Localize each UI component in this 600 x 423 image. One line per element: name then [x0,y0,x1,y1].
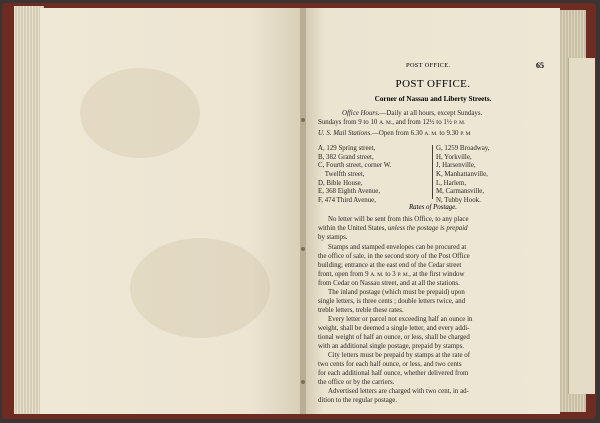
para4-line2: weight, shall be deemed a single letter, and every addi- [318,325,470,332]
para3-line3: treble letters, treble these rates. [318,307,404,314]
para5-line3: for each additional half ounce, whether delivered from [318,370,469,377]
para5-line1: City letters must be prepaid by stamps at the rate of [328,352,470,359]
page-number: 65 [536,61,544,70]
station-item: F, 474 Third Avenue, [318,197,376,205]
para1-line1: No letter will be sent from this Office, to any place [328,216,469,223]
left-page-blank [40,8,302,414]
binding-stitch [301,247,305,251]
page-subtitle: Corner of Nassau and Liberty Streets. [374,95,492,103]
para2-line4: front, open from 9 A. M. to 3 P. M., at the first window [318,271,465,278]
para1-line3: by stamps. [318,234,348,241]
para5-line2: two cents for each half ounce, or less, and two cents [318,361,462,368]
stations-divider [432,145,433,199]
para2-line3: building; entrance at the east end of the Cedar street [318,262,462,269]
binding-stitch [301,380,305,384]
para6-line1: Advertised letters are charged with two cent, in ad- [328,388,469,395]
station-item: A, 129 Spring street, [318,145,376,152]
station-item: C, Fourth street, corner W. [318,162,392,170]
para6-line2: dition to the regular postage. [318,397,398,404]
page-title: POST OFFICE. [395,78,471,90]
para4-line3: tional weight of half an ounce, or less, shall be charged [318,334,470,341]
para1-line2: within the United States, unless the postage is prepaid [318,225,468,232]
station-item: E, 368 Eighth Avenue, [318,188,381,196]
office-hours-line2: Sundays from 9 to 10 A. M., and from 12½ to 1½ P. M. [318,119,466,126]
station-item: M, Carmansville, [436,188,485,196]
station-item: G, 1259 Broadway, [436,145,490,152]
stations-heading: U. S. Mail Stations.—Open from 6.30 A. M. to 9.30 P. M [318,130,471,137]
office-hours-line1: Office Hours.—Daily at all hours, except Sundays. [342,110,483,117]
stations-label: U. S. Mail Stations. [318,130,372,137]
station-item: D, Bible House, [318,179,363,187]
station-item: Twelfth street, [318,171,365,179]
inserted-leaf [568,58,595,394]
para2-line2: the office of sale, in the second story of the Post Office [318,253,470,260]
para5-line4: the office or by the carriers. [318,379,395,386]
para4-line1: Every letter or parcel not exceeding half an ounce in [328,316,473,323]
station-item: K, Manhattanville, [436,171,488,179]
para2-line1: Stamps and stamped envelopes can be procured at [328,244,467,251]
para4-line4: with an additional single postage, prepaid by stamps. [318,343,465,350]
stations-list-right [436,145,490,206]
running-head [318,62,548,71]
para3-line1: The inland postage (which must be prepaid) upon [328,289,465,296]
para2-line5: from Cedar on Nassau street, and at all the stations. [318,280,460,287]
para3-line2: single letters, is three cents ; double letters twice, and [318,298,466,305]
gutter [300,8,306,414]
rates-heading: Rates of Postage. [408,204,458,211]
binding-stitch [301,118,305,122]
station-item: J, Harsenville, [436,162,476,170]
office-hours-label: Office Hours. [342,110,380,117]
stations-list-left [318,145,391,206]
station-item: L, Harlem, [436,179,467,187]
station-item: N, Tubby Hook. [436,197,481,205]
running-head-title: POST OFFICE. [406,62,451,69]
station-item: H, Yorkville, [436,153,472,161]
station-item: B, 382 Grand street, [318,153,374,161]
